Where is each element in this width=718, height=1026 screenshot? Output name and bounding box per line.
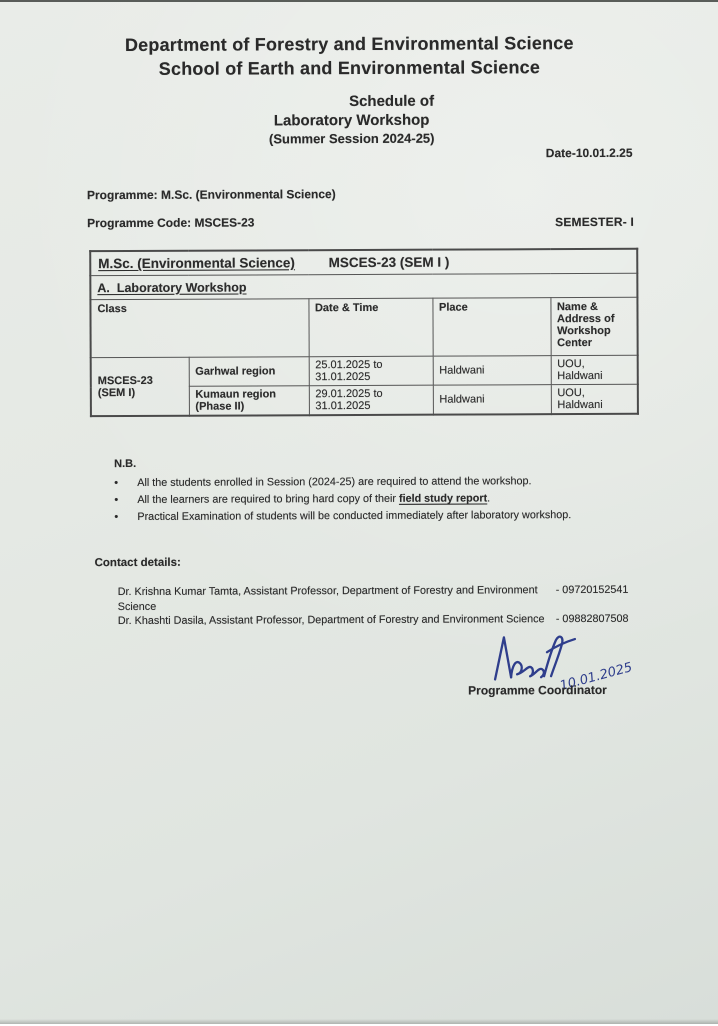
signature-date: 10.01.2025 <box>558 660 634 690</box>
column-header-center: Name & Address of Workshop Center <box>550 297 637 355</box>
nb-bullet-2-text: All the learners are required to bring hard copy of their field study report. <box>137 492 491 506</box>
contact-section <box>95 555 640 629</box>
center-cell: UOU, Haldwani <box>551 384 638 414</box>
table-title-left: M.Sc. (Environmental Science) <box>98 255 295 272</box>
nb-label: N.B. <box>114 457 137 471</box>
column-header-place: Place <box>432 298 550 357</box>
subtitle-line-1: Schedule of <box>349 92 435 111</box>
table-row <box>91 355 638 386</box>
nb-bullet-2 <box>114 490 614 509</box>
column-header-date-time: Date & Time <box>308 298 432 357</box>
document-header <box>0 30 708 81</box>
subtitle-line-3: (Summer Session 2024-25) <box>268 130 435 147</box>
table-section-label: A. Laboratory Workshop <box>97 279 247 295</box>
subtitle-line-2: Laboratory Workshop <box>273 111 430 130</box>
scan-edge-top <box>0 0 718 2</box>
center-cell: UOU, Haldwani <box>551 355 638 384</box>
place-cell: Haldwani <box>433 356 551 386</box>
bullet-icon: • <box>114 477 119 490</box>
contact-label: Contact details: <box>94 556 181 570</box>
programme-name: Programme: M.Sc. (Environmental Science) <box>86 187 336 203</box>
semester-label: SEMESTER- I <box>555 214 635 230</box>
column-header-class: Class <box>90 299 308 358</box>
header-line-1: Department of Forestry and Environmental Science <box>124 33 574 56</box>
bullet-icon: • <box>114 511 119 524</box>
contact-name-2: Dr. Khashti Dasila, Assistant Professor, Department of Forestry and Environment Science <box>117 613 545 628</box>
contact-name-1: Dr. Krishna Kumar Tamta, Assistant Professor, Department of Forestry and Environment Science <box>117 584 538 613</box>
class-group-cell: MSCES-23 (SEM I) <box>91 357 189 416</box>
table-section-row <box>90 273 637 299</box>
schedule-subtitle <box>0 90 711 149</box>
document-date: Date-10.01.2.25 <box>545 145 633 161</box>
contact-phone-1: - 09720152541 <box>555 583 629 597</box>
nb-bullet-1 <box>114 473 614 492</box>
region-cell: Garhwal region <box>189 357 309 387</box>
place-cell: Haldwani <box>433 385 551 415</box>
signature-ink-icon <box>487 627 657 690</box>
contact-phone-2: - 09882807508 <box>555 612 629 626</box>
table-title-row <box>90 249 637 276</box>
scan-edge-bottom <box>0 1019 718 1024</box>
nb-section <box>114 454 614 526</box>
date-time-cell: 25.01.2025 to 31.01.2025 <box>309 356 433 386</box>
workshop-schedule-table <box>89 248 639 417</box>
nb-bullet-1-text: All the students enrolled in Session (2024-25) are required to attend the workshop. <box>137 475 532 489</box>
bullet-icon: • <box>114 494 119 507</box>
handwritten-signature <box>487 627 657 690</box>
contact-entry <box>118 583 640 614</box>
contact-entry <box>118 612 640 629</box>
nb-bullet-3-text: Practical Examination of students will be conducted immediately after laboratory workshop. <box>137 509 572 523</box>
header-line-2: School of Earth and Environmental Science <box>158 57 541 79</box>
nb-bullet-3 <box>114 507 614 526</box>
field-study-report-emphasis: field study report <box>398 492 488 505</box>
table-title-right: MSCES-23 (SEM I ) <box>328 254 450 271</box>
region-cell: Kumaun region (Phase II) <box>189 386 309 416</box>
coordinator-label: Programme Coordinator <box>468 682 607 698</box>
date-time-cell: 29.01.2025 to 31.01.2025 <box>309 385 433 415</box>
table-header-row <box>90 297 637 357</box>
programme-code: Programme Code: MSCES-23 <box>87 215 255 231</box>
